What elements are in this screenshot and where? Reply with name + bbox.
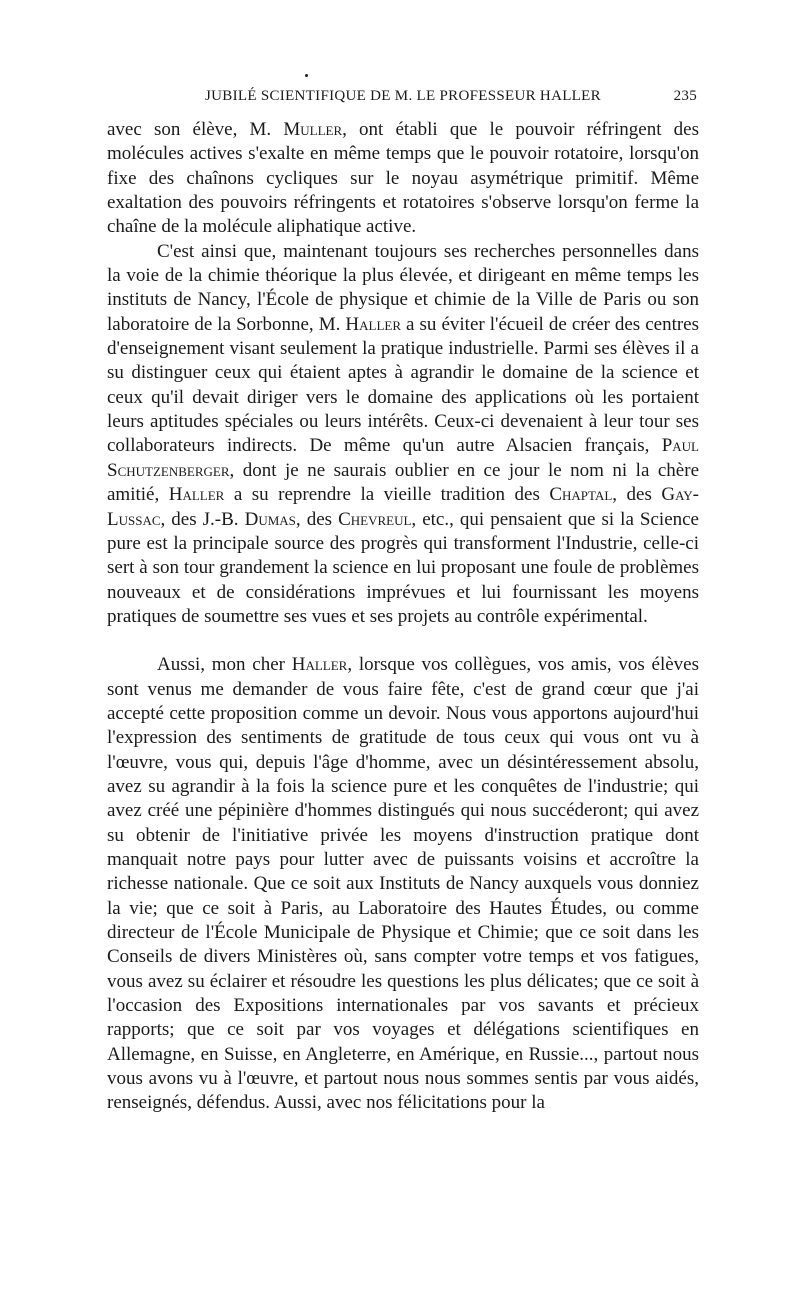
person-name: Gay-Lussac xyxy=(107,484,699,530)
person-name: Haller xyxy=(345,313,401,335)
text-run: a su reprendre la vieille tradition des xyxy=(224,484,550,506)
ink-speck xyxy=(305,74,308,77)
text-run: avec son élève, M. xyxy=(107,119,284,140)
running-title: JUBILÉ SCIENTIFIQUE DE M. LE PROFESSEUR HALLER xyxy=(205,88,601,104)
person-name: Paul Schutzenberger xyxy=(107,435,699,481)
paragraph-1 xyxy=(107,118,699,240)
person-name: Muller xyxy=(283,119,343,140)
text-run: , des xyxy=(612,484,662,506)
page-number: 235 xyxy=(673,88,697,104)
running-header xyxy=(107,88,697,110)
text-run: C'est ainsi que, maintenant toujours ses recherches personnelles dans la voie de la chimie théorique la plus élevée, et dirigeant en même temps les instituts de Nancy, l'École de physique et chimie de la Ville de Paris ou son laboratoire de la Sorbonne, M. xyxy=(107,240,699,335)
person-name: Haller xyxy=(291,654,348,676)
text-run: , lorsque vos collègues, vos amis, vos élèves sont venus me demander de vous faire fête, c'est de grand cœur que j'ai accepté cette proposition comme un devoir. Nous vous apportons aujourd'hui l'expression des sentiments de gratitude de tous ceux qui vous ont vu à l'œuvre, vous qui, depuis l'âge d'homme, avec un désintéressement absolu, avez su agrandir à la fois la science pure et les conquêtes de l'industrie; qui avez créé une pépinière d'hommes distingués qui nous succéderont; qui avez su obtenir de l'initiative privée les moyens d'instruction pratique dont manquait notre pays pour lutter avec de puissants voisins et accroître la richesse nationale. Que ce soit aux Instituts de Nancy auxquels vous donniez la vie; que ce soit à Paris, au Laboratoire des Hautes Études, ou comme directeur de l'École Municipale de Physique et Chimie; que ce soit dans les Conseils de divers Ministères où, sans compter votre temps et vos fatigues, vous avez su éclairer et résoudre les questions les plus délicates; que ce soit à l'occasion des Expositions internationales par vos savants et précieux rapports; que ce soit par vos voyages et délégations scientifiques en Allemagne, en Suisse, en Angleterre, en Amérique, en Russie..., partout nous vous avons vu à l'œuvre, et partout nous nous sommes sentis par vous aidés, renseignés, défendus. Aussi, avec nos félicitations pour la xyxy=(107,654,699,1114)
paragraph-3 xyxy=(107,653,699,1116)
text-run: , dont je ne saurais oublier en ce jour le nom ni la chère amitié, xyxy=(107,459,699,506)
person-name: Dumas xyxy=(244,508,296,530)
paragraph-2 xyxy=(107,240,699,630)
text-run: , des xyxy=(295,508,339,530)
person-name: Chevreul xyxy=(338,508,412,530)
text-run: , etc., qui pensaient que si la Science pure est la principale source des progrès qui transforment l'Industrie, celle-ci sert à son tour grandement la science en lui proposant une foule de problèmes nouveaux et de considérations imprévues et lui fournissant les moyens pratiques de soumettre ses vues et ses projets au contrôle expérimental. xyxy=(107,508,699,627)
text-run: a su éviter l'écueil de créer des centres d'enseignement visant seulement la pratique industrielle. Parmi ses élèves il a su distinguer ceux qui étaient aptes à agrandir le domaine de la science et ceux qu'il devait diriger vers le domaine des applications où les portaient leurs aptitudes spéciales ou leurs intérêts. Ceux-ci devenaient à leur tour ses collaborateurs indirects. De même qu'un autre Alsacien français, xyxy=(107,313,700,457)
body-text xyxy=(107,118,699,1116)
person-name: Haller xyxy=(168,484,225,506)
text-run: , ont établi que le pouvoir réfringent des molécules actives s'exalte en même temps que le pouvoir rotatoire, lorsqu'on fixe des chaînons cycliques sur le noyau asymétrique primitif. Même exaltation des pouvoirs réfringents et rotatoires s'observe lorsqu'on ferme la chaîne de la molécule aliphatique active. xyxy=(107,119,700,238)
text-run: , des J.-B. xyxy=(160,508,245,530)
person-name: Chaptal xyxy=(549,484,613,506)
text-run: Aussi, mon cher xyxy=(157,654,292,676)
